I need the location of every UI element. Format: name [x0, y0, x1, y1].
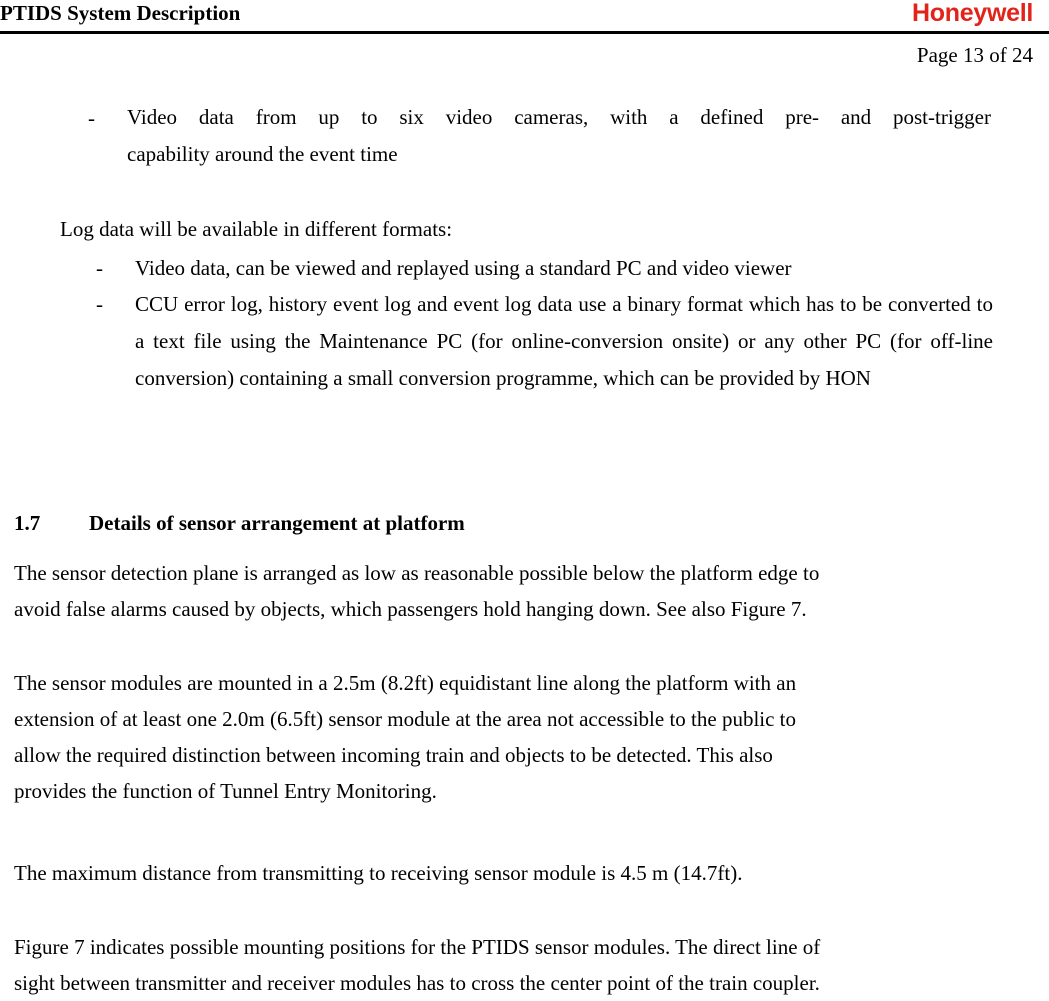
honeywell-logo: Honeywell: [912, 0, 1033, 27]
header-divider: [0, 31, 1049, 34]
paragraph-detection-plane: [14, 555, 819, 627]
paragraph-line: sight between transmitter and receiver modules has to cross the center point of the train coupler.: [14, 971, 820, 995]
paragraph-figure-7: [14, 929, 820, 1001]
paragraph-line: The maximum distance from transmitting to receiving sensor module is 4.5 m (14.7ft).: [14, 861, 743, 885]
list-item-line: Video data from up to six video cameras, with a defined pre- and post-trigger: [127, 105, 991, 129]
paragraph-sensor-modules: [14, 665, 796, 809]
list-item-video-cameras: [127, 99, 991, 173]
paragraph-line: provides the function of Tunnel Entry Monitoring.: [14, 779, 437, 803]
bullet-dash: -: [96, 256, 103, 280]
document-title: PTIDS System Description: [0, 1, 241, 25]
page-number: Page 13 of 24: [916, 43, 1033, 67]
bullet-dash: -: [88, 106, 95, 130]
bullet-dash: -: [96, 292, 103, 316]
paragraph-line: avoid false alarms caused by objects, which passengers hold hanging down. See also Figure 7.: [14, 597, 807, 621]
paragraph-line: The sensor modules are mounted in a 2.5m (8.2ft) equidistant line along the platform with an: [14, 671, 797, 695]
list-item-video-data: Video data, can be viewed and replayed using a standard PC and video viewer: [135, 256, 792, 280]
paragraph-max-distance: [14, 855, 742, 891]
section-number: 1.7: [14, 511, 41, 535]
log-intro-text: Log data will be available in different formats:: [60, 217, 453, 241]
list-item-line: capability around the event time: [127, 142, 398, 166]
section-title: Details of sensor arrangement at platform: [89, 511, 465, 535]
paragraph-line: extension of at least one 2.0m (6.5ft) sensor module at the area not accessible to the public to: [14, 707, 797, 731]
paragraph-line: Figure 7 indicates possible mounting positions for the PTIDS sensor modules. The direct line of: [14, 935, 821, 959]
paragraph-line: allow the required distinction between incoming train and objects to be detected. This also: [14, 743, 773, 767]
paragraph-line: The sensor detection plane is arranged as low as reasonable possible below the platform edge to: [14, 561, 820, 585]
list-item-ccu-error-log: CCU error log, history event log and event log data use a binary format which has to be converted to a text file using the Maintenance PC (for online-conversion onsite) or any other PC (for off-line conversion) containing a small conversion programme, which can be provided by HON: [135, 292, 993, 390]
